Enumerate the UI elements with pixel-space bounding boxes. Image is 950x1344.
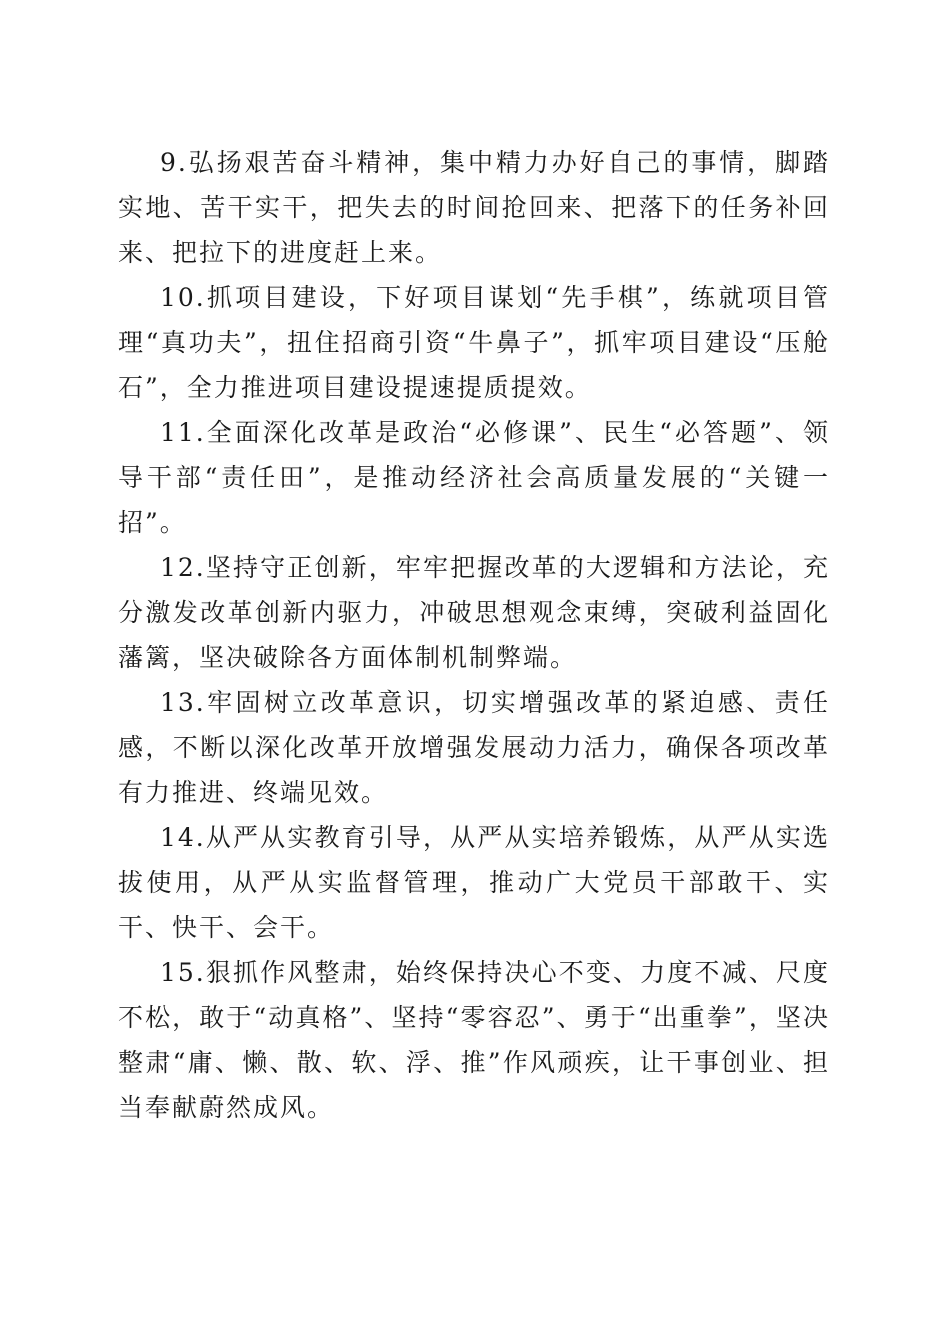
paragraph-12: 12.坚持守正创新，牢牢把握改革的大逻辑和方法论，充分激发改革创新内驱力，冲破思想观念束缚，突破利益固化藩篱，坚决破除各方面体制机制弊端。 — [118, 553, 830, 672]
paragraph-13: 13.牢固树立改革意识，切实增强改革的紧迫感、责任感，不断以深化改革开放增强发展动力活力，确保各项改革有力推进、终端见效。 — [118, 688, 830, 807]
paragraph-11: 11.全面深化改革是政治“必修课”、民生“必答题”、领导干部“责任田”，是推动经济社会高质量发展的“关键一招”。 — [118, 418, 830, 537]
document-body — [118, 140, 830, 1130]
paragraph-10: 10.抓项目建设，下好项目谋划“先手棋”，练就项目管理“真功夫”，扭住招商引资“牛鼻子”，抓牢项目建设“压舱石”，全力推进项目建设提速提质提效。 — [118, 283, 830, 402]
paragraph-14: 14.从严从实教育引导，从严从实培养锻炼，从严从实选拔使用，从严从实监督管理，推动广大党员干部敢干、实干、快干、会干。 — [118, 823, 830, 942]
paragraph-9: 9.弘扬艰苦奋斗精神，集中精力办好自己的事情，脚踏实地、苦干实干，把失去的时间抢回来、把落下的任务补回来、把拉下的进度赶上来。 — [118, 148, 830, 267]
paragraph-15: 15.狠抓作风整肃，始终保持决心不变、力度不减、尺度不松，敢于“动真格”、坚持“零容忍”、勇于“出重拳”，坚决整肃“庸、懒、散、软、浮、推”作风顽疾，让干事创业、担当奉献蔚然成风。 — [118, 958, 830, 1122]
